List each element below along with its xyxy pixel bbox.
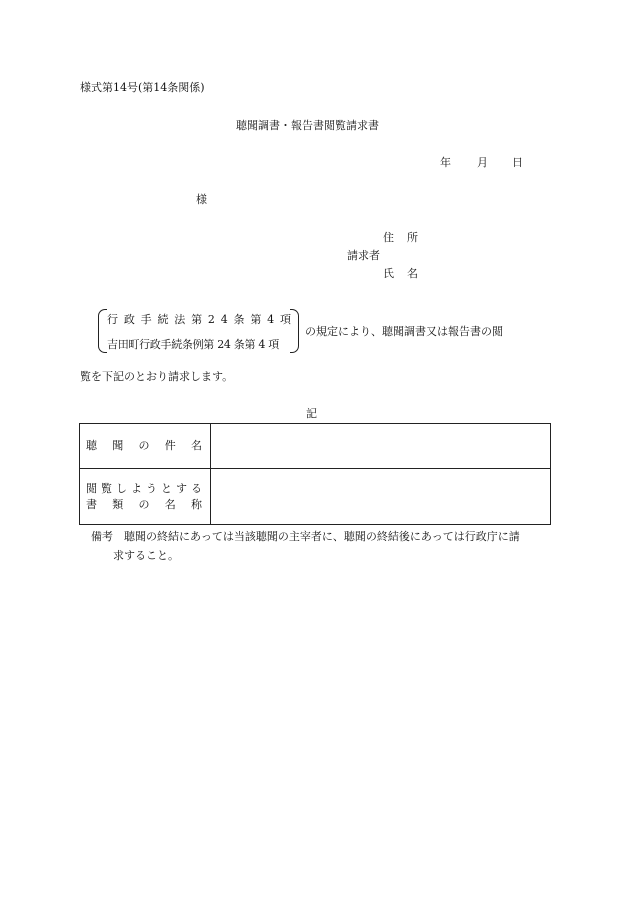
addressee-suffix: 様: [196, 193, 207, 206]
note-line-1: 聴聞の終結にあっては当該聴聞の主宰者に、聴聞の終結後にあっては行政庁に請: [124, 530, 520, 543]
hearing-subject-label: 聴 聞 の 件 名: [80, 424, 211, 469]
name-label-1: 氏: [383, 267, 394, 280]
date-month-label: 月: [477, 156, 488, 169]
right-bracket: [290, 309, 299, 353]
table-row: [80, 469, 551, 525]
document-name-label: 閲 覧 し よ う と す る 書 類 の 名 称: [80, 469, 211, 525]
body-text-2: 覧を下記のとおり請求します。: [80, 370, 234, 383]
name-label-2: 名: [407, 267, 418, 280]
page-title: 聴聞調書・報告書閲覧請求書: [236, 119, 379, 132]
address-label-2: 所: [407, 231, 418, 244]
table-row: [80, 424, 551, 469]
form-number: 様式第14号(第14条関係): [80, 81, 205, 94]
date-day-label: 日: [512, 156, 523, 169]
body-text-1: の規定により、聴聞調書又は報告書の閲: [305, 325, 503, 338]
note-line-2: 求すること。: [113, 549, 179, 562]
requester-role-label: 請求者: [347, 249, 380, 262]
date-year-label: 年: [440, 156, 451, 169]
ki-heading: 記: [306, 407, 317, 420]
law-ref-line-2: 吉田町行政手続条例第 24 条第 4 項: [107, 338, 279, 351]
address-label-1: 住: [383, 231, 394, 244]
hearing-subject-field[interactable]: [211, 424, 551, 469]
left-bracket: [98, 309, 107, 353]
law-ref-line-1: 行 政 手 続 法 第 2 4 条 第 4 項: [107, 313, 291, 326]
document-name-field[interactable]: [211, 469, 551, 525]
request-table: [79, 423, 551, 525]
note-label: 備考: [91, 530, 113, 543]
